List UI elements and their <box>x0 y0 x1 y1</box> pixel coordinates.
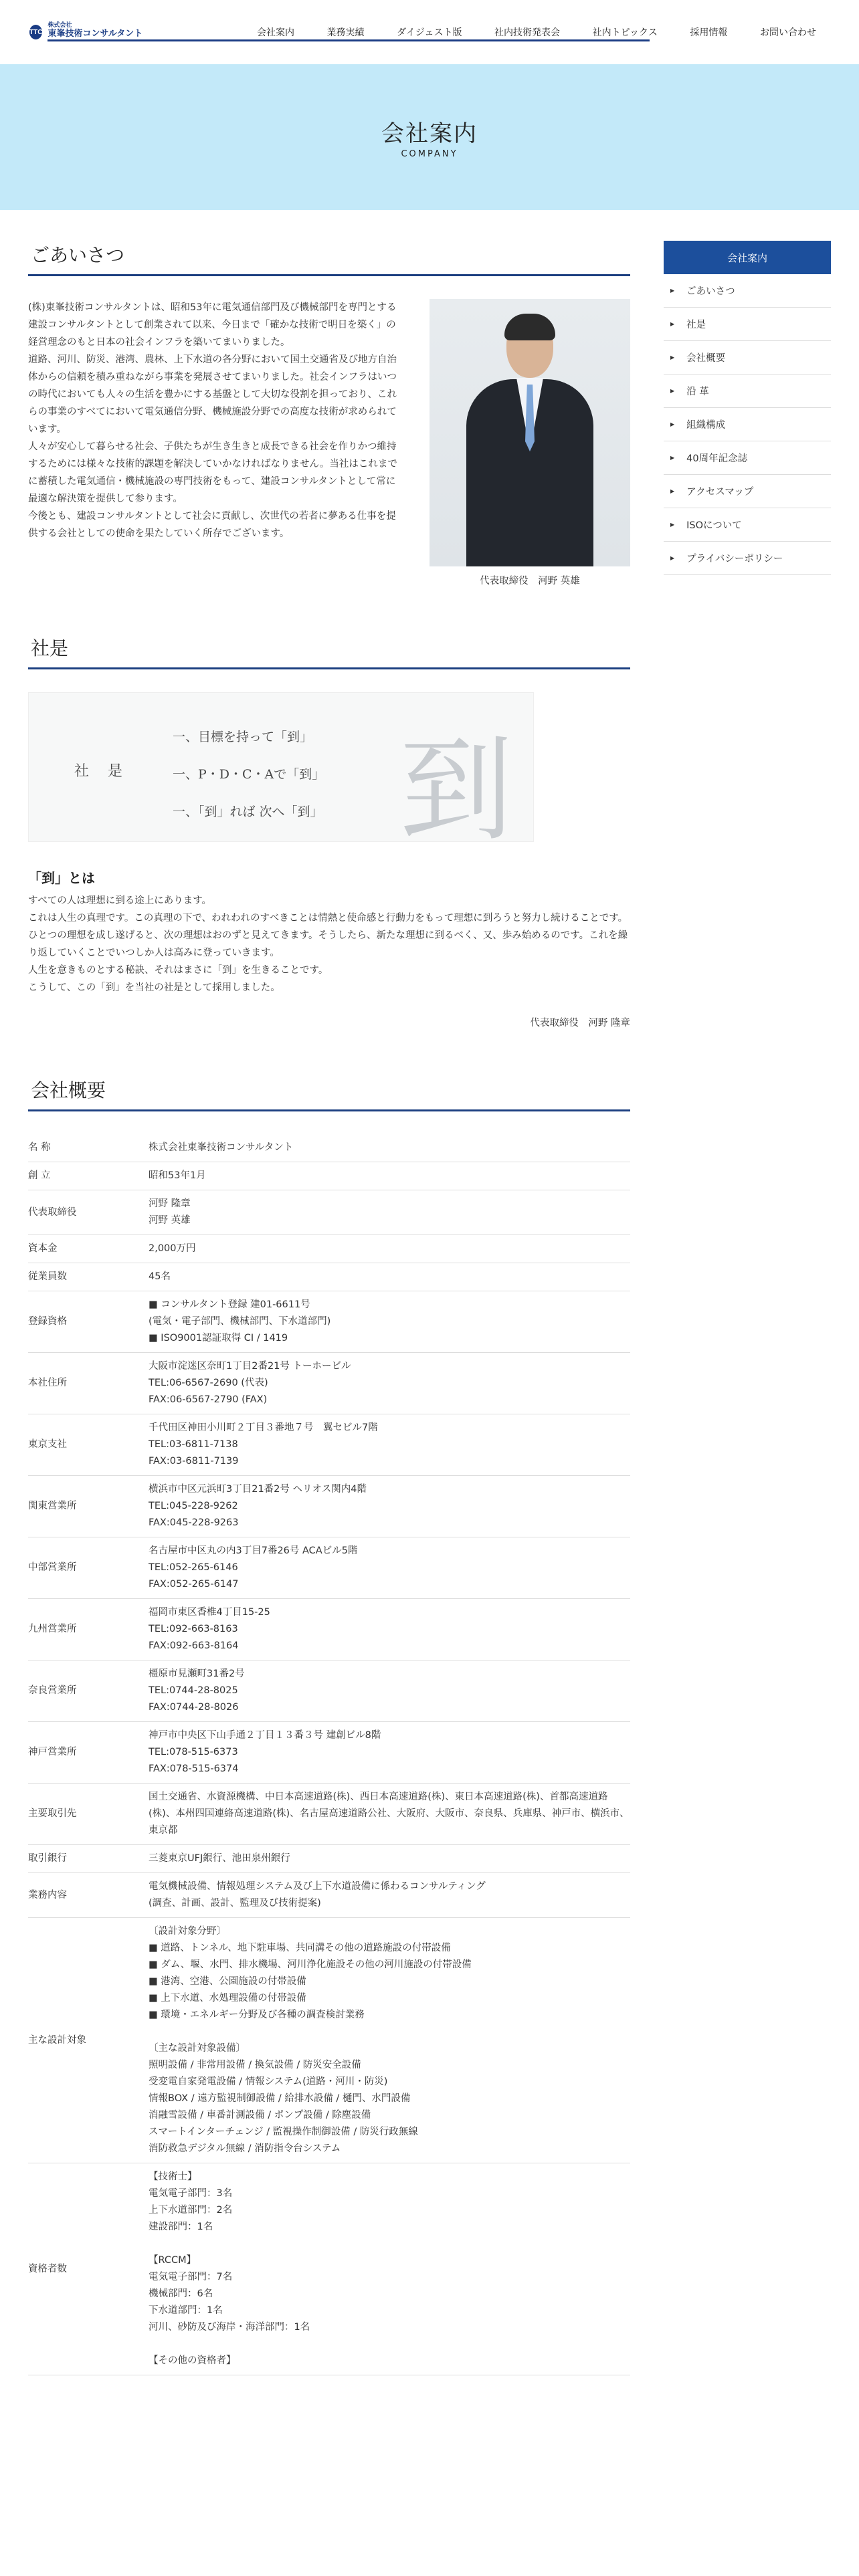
motto-kanji: 到 <box>399 724 513 857</box>
row-label: 取引銀行 <box>28 1845 149 1873</box>
logo-sub: 株式会社 <box>47 21 72 29</box>
table-row <box>28 1873 630 1918</box>
sidebar-item-iso[interactable]: ▶ ISOについて <box>664 508 831 542</box>
arrow-right-icon: ▶ <box>670 421 675 427</box>
row-value: 2,000万円 <box>149 1235 630 1263</box>
nav-contact[interactable]: お問い合わせ <box>759 27 816 38</box>
president-caption: 代表取締役 河野 英雄 <box>480 576 580 586</box>
page-hero <box>0 64 859 210</box>
row-label: 創 立 <box>28 1162 149 1190</box>
company-logo[interactable] <box>29 23 210 41</box>
table-row <box>28 1263 630 1291</box>
arrow-right-icon: ▶ <box>670 354 675 360</box>
sidebar-item-history[interactable]: ▶ 沿 革 <box>664 374 831 408</box>
sidebar-item-overview[interactable]: ▶ 会社概要 <box>664 341 831 374</box>
table-row <box>28 1162 630 1190</box>
nav-topics[interactable]: 社内トピックス <box>592 27 658 38</box>
table-row <box>28 1134 630 1162</box>
row-value: 【技術士】 電気電子部門：3名 上下水道部門：2名 建設部門：1名 【RCCM】 電気電子部門：7名 機械部門：6名 下水道部門：1名 河川、砂防及び海岸・海洋部門：1名 【その他の資格者】 <box>149 2163 630 2375</box>
sidebar-item-greeting[interactable]: ▶ ごあいさつ <box>664 274 831 308</box>
table-row <box>28 1537 630 1599</box>
row-label: 奈良営業所 <box>28 1660 149 1722</box>
motto-body: すべての人は理想に到る途上にあります。 これは人生の真理です。この真理の下で、われわれのすべきことは情熱と使命感と行動力をもって理想に到ろうと努力し続けることです。ひとつの理想を成し遂げると、次の理想はおのずと見えてきます。そうしたら、新たな理想に到るべく、又、歩み始めるのです。これを繰り返していくことでいつしか人は高みに登っていきます。 人生を意きものとする秘訣、それはまさに「到」を生きることです。 こうして、この「到」を当社の社是として採用しました。 <box>28 895 628 993</box>
row-value: 〔設計対象分野〕 ■ 道路、トンネル、地下駐車場、共同溝その他の道路施設の付帯設備 ■ ダム、堰、水門、排水機場、河川浄化施設その他の河川施設の付帯設備 ■ 港湾、空港、公園施設の付帯設備 ■ 上下水道、水処理設備の付帯設備 ■ 環境・エネルギー分野及び各種の調査検討業務 〔主な設計対象設備〕 照明設備 / 非常用設備 / 換気設備 / 防災安全設備 受変電自家発電設備 / 情報システム(道路・河川・防災) 情報BOX / 遠方監視制御設備 / 給排水設備 / 樋門、水門設備 消融雪設備 / 車番計測設備 / ポンプ設備 / 除塵設備 スマートインターチェンジ / 監視操作制御設備 / 防災行政無線 消防救急デジタル無線 / 消防指令台システム <box>149 1918 630 2163</box>
row-label: 代表取締役 <box>28 1190 149 1235</box>
sidebar-item-access[interactable]: ▶ アクセスマップ <box>664 475 831 508</box>
president-block <box>430 299 630 587</box>
row-value: 福岡市東区香椎4丁目15-25 TEL:092-663-8163 FAX:092-663-8164 <box>149 1599 630 1660</box>
table-row <box>28 1291 630 1353</box>
sidebar-item-privacy[interactable]: ▶ プライバシーポリシー <box>664 542 831 575</box>
table-row <box>28 1476 630 1537</box>
row-label: 本社住所 <box>28 1353 149 1414</box>
row-label: 関東営業所 <box>28 1476 149 1537</box>
row-label: 資本金 <box>28 1235 149 1263</box>
site-header <box>0 0 859 64</box>
overview-table <box>28 1134 630 2375</box>
row-label: 従業員数 <box>28 1263 149 1291</box>
row-label: 登録資格 <box>28 1291 149 1353</box>
row-value: 名古屋市中区丸の内3丁目7番26号 ACAビル5階 TEL:052-265-6146 FAX:052-265-6147 <box>149 1537 630 1599</box>
table-row <box>28 2163 630 2375</box>
nav-tech-presentation[interactable]: 社内技術発表会 <box>494 27 561 38</box>
row-label: 資格者数 <box>28 2163 149 2375</box>
arrow-right-icon: ▶ <box>670 488 675 494</box>
sidebar <box>664 241 831 2375</box>
motto-image <box>28 692 534 857</box>
greeting-text: (株)東峯技術コンサルタントは、昭和53年に電気通信部門及び機械部門を専門とする建設コンサルタントとして創業されて以来、今日まで「確かな技術で明日を築く」の経営理念のもと日本の社会インフラを築いてまいりました。 道路、河川、防災、港湾、農林、上下水道の各分野において国土交通省及び地方自治体からの信頼を積み重ねながら事業を発展させてまいりました。社会インフラはいつの時代においても人々の生活を豊かにする基盤として大切な役割を担っており、これらの事業のすべてにおいて電気通信分野、機械施設分野での高度な技術が求められています。 人々が安心して暮らせる社会、子供たちが生き生きと成長できる社会を作りかつ維持するためには様々な技術的課題を解決していかなければなりません。当社はこれまでに蓄積した電気通信・機械施設の専門技術をもって、建設コンサルタントとして常に最適な解決策を提供して参ります。 今後とも、建設コンサルタントとして社会に貢献し、次世代の若者に夢ある仕事を提供する会社としての使命を果たしていく所存でございます。 <box>28 302 397 539</box>
row-value: 横浜市中区元浜町3丁目21番2号 ヘリオス関内4階 TEL:045-228-9262 FAX:045-228-9263 <box>149 1476 630 1537</box>
table-row <box>28 1660 630 1722</box>
arrow-right-icon: ▶ <box>670 555 675 561</box>
table-row <box>28 1845 630 1873</box>
table-row <box>28 1599 630 1660</box>
table-row <box>28 1235 630 1263</box>
sidebar-head[interactable]: 会社案内 <box>664 241 831 274</box>
row-value: 千代田区神田小川町２丁目３番地７号 翼セビル7階 TEL:03-6811-7138 FAX:03-6811-7139 <box>149 1414 630 1476</box>
motto-sign: 代表取締役 河野 隆章 <box>530 1018 630 1029</box>
overview-section <box>28 1076 630 2375</box>
row-value: ■ コンサルタント登録 建01-6611号 (電気・電子部門、機械部門、下水道部門) ■ ISO9001認証取得 CI / 1419 <box>149 1291 630 1353</box>
page-title: 会社案内 <box>381 120 478 147</box>
row-value: 三菱東京UFJ銀行、池田泉州銀行 <box>149 1845 630 1873</box>
arrow-right-icon: ▶ <box>670 321 675 327</box>
motto-subtitle: 「到」とは <box>28 870 95 886</box>
row-label: 中部営業所 <box>28 1537 149 1599</box>
row-value: 橿原市見瀬町31番2号 TEL:0744-28-8025 FAX:0744-28-8026 <box>149 1660 630 1722</box>
sidebar-item-40th[interactable]: ▶ 40周年記念誌 <box>664 441 831 475</box>
arrow-right-icon: ▶ <box>670 455 675 461</box>
nav-company[interactable]: 会社案内 <box>257 27 294 38</box>
sidebar-item-organization[interactable]: ▶ 組織構成 <box>664 408 831 441</box>
nav-digest[interactable]: ダイジェスト版 <box>397 27 462 38</box>
nav-recruit[interactable]: 採用情報 <box>690 27 728 38</box>
motto-title: 社是 <box>28 634 630 669</box>
global-nav <box>250 25 830 39</box>
motto-line: 一、P・D・C・Aで「到」 <box>173 767 325 782</box>
page-subtitle: COMPANY <box>401 149 458 159</box>
president-photo <box>430 299 630 566</box>
motto-section <box>28 634 630 1029</box>
motto-line: 一、「到」れば 次へ「到」 <box>173 804 323 819</box>
row-value: 45名 <box>149 1263 630 1291</box>
row-value: 昭和53年1月 <box>149 1162 630 1190</box>
motto-line: 一、目標を持って「到」 <box>173 730 313 744</box>
row-value: 大阪市淀迷区奈町1丁目2番21号 トーホービル TEL:06-6567-2690 (代表) FAX:06-6567-2790 (FAX) <box>149 1353 630 1414</box>
row-label: 九州営業所 <box>28 1599 149 1660</box>
row-label: 業務内容 <box>28 1873 149 1918</box>
table-row <box>28 1190 630 1235</box>
motto-image-label: 社是 <box>74 763 142 780</box>
arrow-right-icon: ▶ <box>670 288 675 294</box>
table-row <box>28 1784 630 1845</box>
logo-emblem: TTC <box>29 25 42 39</box>
overview-title: 会社概要 <box>28 1076 630 1111</box>
main-content <box>28 241 630 2375</box>
arrow-right-icon: ▶ <box>670 522 675 528</box>
table-row <box>28 1414 630 1476</box>
logo-main: 東峯技術コンサルタント <box>47 29 650 41</box>
sidebar-item-motto[interactable]: ▶ 社是 <box>664 308 831 341</box>
row-value: 神戸市中央区下山手通２丁目１３番３号 建創ビル8階 TEL:078-515-6373 FAX:078-515-6374 <box>149 1722 630 1784</box>
row-value: 株式会社東峯技術コンサルタント <box>149 1134 630 1162</box>
greeting-title: ごあいさつ <box>28 241 630 276</box>
arrow-right-icon: ▶ <box>670 388 675 394</box>
row-value: 国土交通省、水資源機構、中日本高速道路(株)、西日本高速道路(株)、東日本高速道路(株)、首都高速道路(株)、本州四国連絡高速道路(株)、名古屋高速道路公社、大阪府、大阪市、奈良県、兵庫県、神戸市、横浜市、東京都 <box>149 1784 630 1845</box>
row-label: 主要取引先 <box>28 1784 149 1845</box>
row-label: 主な設計対象 <box>28 1918 149 2163</box>
greeting-section <box>28 241 630 587</box>
row-label: 名 称 <box>28 1134 149 1162</box>
table-row <box>28 1353 630 1414</box>
row-value: 電気機械設備、情報処理システム及び上下水道設備に係わるコンサルティング (調査、計画、設計、監理及び技術提案) <box>149 1873 630 1918</box>
nav-results[interactable]: 業務実績 <box>326 27 365 38</box>
table-row <box>28 1722 630 1784</box>
row-label: 神戸営業所 <box>28 1722 149 1784</box>
row-label: 東京支社 <box>28 1414 149 1476</box>
row-value: 河野 隆章 河野 英雄 <box>149 1190 630 1235</box>
table-row <box>28 1918 630 2163</box>
